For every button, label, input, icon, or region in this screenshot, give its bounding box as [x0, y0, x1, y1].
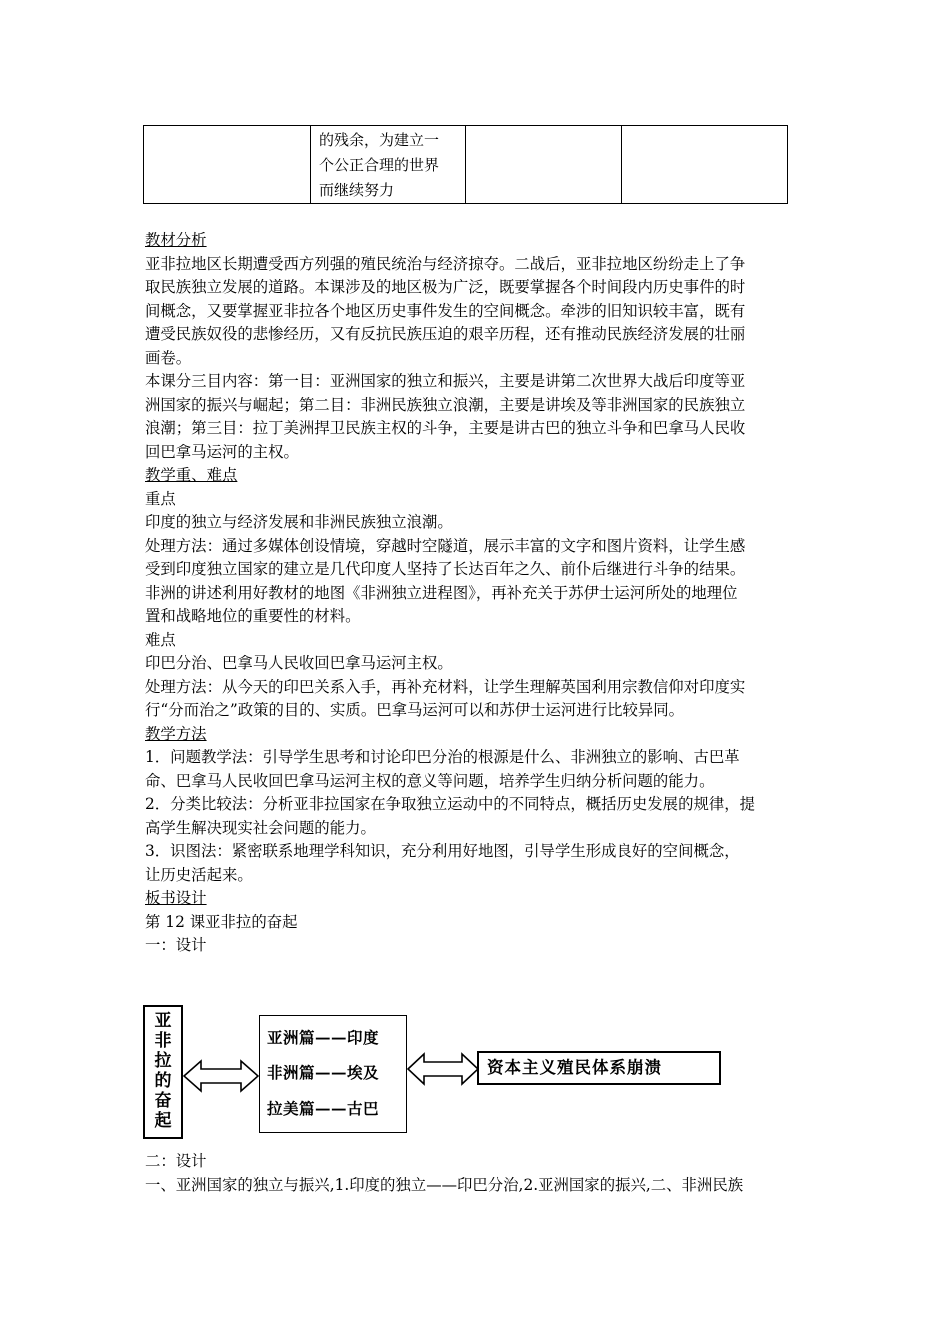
paragraph-line: 处理方法：从今天的印巴关系入手，再补充材料，让学生理解英国利用宗教信仰对印度实: [145, 677, 746, 696]
table-cell-line: 个公正合理的世界: [319, 156, 440, 174]
paragraph-line: 取民族独立发展的道路。本课涉及的地区极为广泛，既要掌握各个时间段内历史事件的时: [145, 278, 746, 296]
paragraph-line: 画卷。: [145, 348, 192, 367]
paragraph-line: 置和战略地位的重要性的材料。: [145, 607, 361, 625]
paragraph-line: 3．识图法：紧密联系地理学科知识，充分利用好地图，引导学生形成良好的空间概念，: [145, 842, 740, 860]
paragraph-line: 命、巴拿马人民收回巴拿马运河主权的意义等问题，培养学生归纳分析问题的能力。: [145, 771, 715, 790]
table-cell-3: [466, 126, 622, 204]
lesson-table-fragment: [143, 125, 788, 204]
board-design-diagram: [143, 1005, 728, 1145]
lesson-title: 第 12 课亚非拉的奋起: [145, 912, 298, 931]
paragraph-line: 回巴拿马运河的主权。: [145, 442, 299, 461]
rise-char: 起: [154, 1111, 172, 1131]
table-cell-line: 而继续努力: [319, 181, 395, 199]
paragraph-line: 受到印度独立国家的建立是几代印度人坚持了长达百年之久、前仆后继进行斗争的结果。: [145, 560, 746, 578]
paragraph-line: 处理方法：通过多媒体创设情境，穿越时空隧道，展示丰富的文字和图片资料，让学生感: [145, 536, 746, 555]
paragraph-line: 间概念，又要掌握亚非拉各个地区历史事件发生的空间概念。牵涉的旧知识较丰富，既有: [145, 301, 746, 320]
region-asia: 亚洲篇——印度: [267, 1028, 380, 1047]
rise-char: 奋: [154, 1091, 172, 1111]
rise-char: 非: [154, 1031, 172, 1051]
design-one-label: 一：设计: [145, 936, 207, 954]
rise-box: [143, 1005, 183, 1139]
rise-char: 拉: [154, 1051, 172, 1071]
double-arrow-right-icon: [407, 1052, 479, 1086]
paragraph-line: 非洲的讲述利用好教材的地图《非洲独立进程图》，再补充关于苏伊士运河所处的地理位: [145, 583, 738, 602]
paragraph-line: 遭受民族奴役的悲惨经历，又有反抗民族压迫的艰辛历程，还有推动民族经济发展的壮丽: [145, 325, 746, 343]
double-arrow-left-icon: [183, 1059, 259, 1093]
table-cell-1: [144, 126, 311, 204]
document-body-continued: [145, 1150, 810, 1197]
table-cell-4: [622, 126, 788, 204]
region-latin-america: 拉美篇——古巴: [267, 1099, 380, 1118]
section-heading-board: 板书设计: [145, 889, 207, 907]
paragraph-line: 印度的独立与经济发展和非洲民族独立浪潮。: [145, 513, 453, 531]
paragraph-line: 一、亚洲国家的独立与振兴,1.印度的独立——印巴分治,2.亚洲国家的振兴,二、非洲民族: [145, 1175, 744, 1194]
paragraph-line: 浪潮；第三目：拉丁美洲捍卫民族主权的斗争，主要是讲古巴的独立斗争和巴拿马人民收: [145, 419, 746, 437]
colonial-collapse-box: 资本主义殖民体系崩溃: [477, 1051, 721, 1085]
table-cell-2: [311, 126, 466, 204]
section-heading-methods: 教学方法: [145, 724, 207, 743]
paragraph-line: 行“分而治之”政策的目的、实质。巴拿马运河可以和苏伊士运河进行比较异同。: [145, 701, 685, 719]
paragraph-line: 让历史活起来。: [145, 865, 253, 884]
paragraph-line: 亚非拉地区长期遭受西方列强的殖民统治与经济掠夺。二战后，亚非拉地区纷纷走上了争: [145, 254, 746, 273]
region-africa: 非洲篇——埃及: [267, 1063, 380, 1082]
paragraph-line: 高学生解决现实社会问题的能力。: [145, 818, 376, 837]
paragraph-line: 2．分类比较法：分析亚非拉国家在争取独立运动中的不同特点，概括历史发展的规律，提: [145, 795, 756, 813]
table-cell-line: 的残余，为建立一: [319, 131, 440, 149]
regions-box: [259, 1015, 407, 1133]
paragraph-line: 洲国家的振兴与崛起；第二目：非洲民族独立浪潮，主要是讲埃及等非洲国家的民族独立: [145, 395, 746, 414]
paragraph-line: 印巴分治、巴拿马人民收回巴拿马运河主权。: [145, 654, 453, 672]
section-heading-analysis: 教材分析: [145, 231, 207, 249]
paragraph-line: 1．问题教学法：引导学生思考和讨论印巴分治的根源是什么、非洲独立的影响、古巴革: [145, 748, 740, 766]
design-two-label: 二：设计: [145, 1152, 207, 1170]
section-heading-key-points: 教学重、难点: [145, 466, 238, 484]
document-body: [145, 229, 810, 958]
paragraph-line: 本课分三目内容：第一目：亚洲国家的独立和振兴，主要是讲第二次世界大战后印度等亚: [145, 372, 746, 390]
rise-char: 的: [154, 1071, 172, 1091]
rise-char: 亚: [154, 1011, 172, 1031]
sub-heading-key: 重点: [145, 489, 176, 508]
sub-heading-difficulty: 难点: [145, 630, 176, 649]
